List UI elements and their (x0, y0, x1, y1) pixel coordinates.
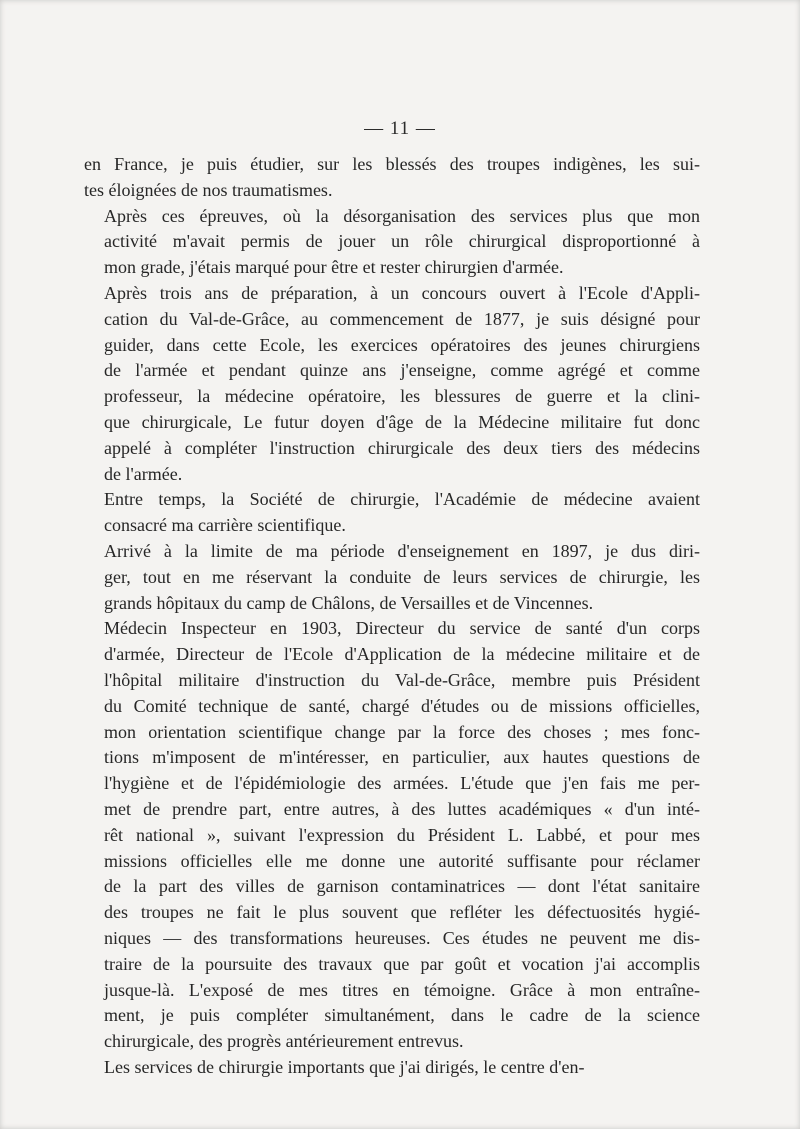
paragraph (84, 1055, 700, 1081)
text-line: mon orientation scientifique change par la force des choses ; mes fonc- (104, 721, 700, 742)
paragraph (84, 152, 700, 204)
paragraph (84, 487, 700, 539)
text-line: traire de la poursuite des travaux que par goût et vocation j'ai accomplis (104, 953, 700, 974)
text-line: Médecin Inspecteur en 1903, Directeur du service de santé d'un corps (104, 618, 700, 639)
text-line: des troupes ne fait le plus souvent que refléter les défectuosités hygié- (104, 902, 700, 923)
text-line: jusque-là. L'exposé de mes titres en témoigne. Grâce à mon entraîne- (104, 979, 700, 1000)
text-line: grands hôpitaux du camp de Châlons, de Versailles et de Vincennes. (104, 592, 594, 613)
text-line: ment, je puis compléter simultanément, dans le cadre de la science (104, 1005, 700, 1026)
text-line: Après trois ans de préparation, à un concours ouvert à l'Ecole d'Appli- (104, 282, 700, 303)
text-line: professeur, la médecine opératoire, les blessures de guerre et la clini- (104, 386, 700, 407)
paragraph (84, 539, 700, 616)
paragraph (84, 204, 700, 281)
text-line: d'armée, Directeur de l'Ecole d'Application de la médecine militaire et de (104, 644, 700, 665)
text-line: niques — des transformations heureuses. Ces études ne peuvent me dis- (104, 927, 700, 948)
text-line: l'hygiène et de l'épidémiologie des armées. L'étude que j'en fais me per- (104, 773, 700, 794)
paragraph (84, 616, 700, 1055)
text-line: Les services de chirurgie importants que j'ai dirigés, le centre d'en- (104, 1056, 585, 1077)
text-line: Après ces épreuves, où la désorganisation des services plus que mon (104, 205, 700, 226)
text-line: que chirurgicale, Le futur doyen d'âge de la Médecine militaire fut donc (104, 411, 700, 432)
text-line: Entre temps, la Société de chirurgie, l'Académie de médecine avaient (104, 489, 700, 510)
text-line: appelé à compléter l'instruction chirurgicale des deux tiers des médecins (104, 437, 700, 458)
text-line: missions officielles elle me donne une autorité suffisante pour réclamer (104, 850, 700, 871)
text-line: l'hôpital militaire d'instruction du Val-de-Grâce, membre puis Président (104, 669, 700, 690)
text-line: du Comité technique de santé, chargé d'études ou de missions officielles, (104, 695, 700, 716)
text-line: de la part des villes de garnison contaminatrices — dont l'état sanitaire (104, 876, 700, 897)
text-line: tes éloignées de nos traumatismes. (84, 179, 333, 200)
text-line: consacré ma carrière scientifique. (104, 515, 346, 536)
text-line: met de prendre part, entre autres, à des luttes académiques « d'un inté- (104, 798, 700, 819)
text-line: cation du Val-de-Grâce, au commencement de 1877, je suis désigné pour (104, 308, 700, 329)
text-line: Arrivé à la limite de ma période d'enseignement en 1897, je dus diri- (104, 540, 700, 561)
text-line: rêt national », suivant l'expression du Président L. Labbé, et pour mes (104, 824, 700, 845)
text-line: mon grade, j'étais marqué pour être et rester chirurgien d'armée. (104, 257, 564, 278)
text-line: tions m'imposent de m'intéresser, en particulier, aux hautes questions de (104, 747, 700, 768)
text-body (84, 152, 700, 1081)
text-line: chirurgicale, des progrès antérieurement entrevus. (104, 1031, 464, 1052)
text-line: de l'armée. (104, 463, 183, 484)
paragraph (84, 281, 700, 487)
text-line: guider, dans cette Ecole, les exercices opératoires des jeunes chirurgiens (104, 334, 700, 355)
text-line: activité m'avait permis de jouer un rôle chirurgical disproportionné à (104, 231, 700, 252)
text-line: de l'armée et pendant quinze ans j'enseigne, comme agrégé et comme (104, 360, 700, 381)
page-number: — 11 — (364, 118, 436, 139)
text-line: ger, tout en me réservant la conduite de leurs services de chirurgie, les (104, 566, 700, 587)
text-line: en France, je puis étudier, sur les blessés des troupes indigènes, les sui- (84, 154, 700, 174)
